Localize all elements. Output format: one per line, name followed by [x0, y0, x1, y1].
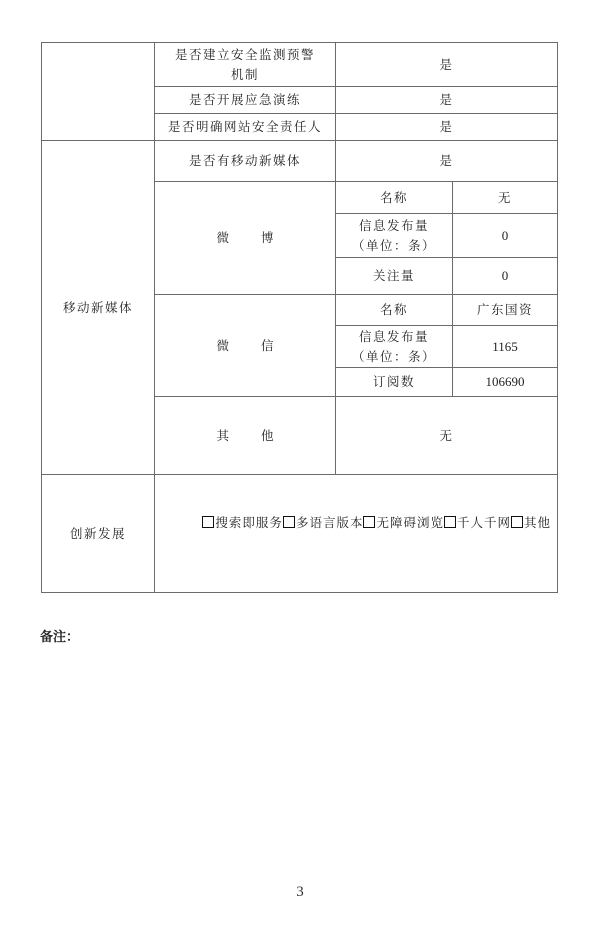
wechat-subscribers-value: 106690: [452, 367, 558, 397]
security-section-label-cell: [41, 42, 155, 141]
mobile-media-section-label: 移动新媒体: [41, 140, 155, 475]
checkbox-icon[interactable]: [283, 516, 295, 528]
wechat-post-count-value: 1165: [452, 325, 558, 368]
has-mobile-media-value: 是: [335, 140, 558, 182]
wechat-name-label: 名称: [335, 294, 453, 326]
checkbox-icon[interactable]: [363, 516, 375, 528]
wechat-label: 微 信: [154, 294, 336, 397]
wechat-post-count-label: [335, 325, 453, 368]
security-owner-value: 是: [335, 113, 558, 141]
weibo-name-label: 名称: [335, 181, 453, 214]
option-label: 无障碍浏览: [376, 515, 444, 530]
checkbox-icon[interactable]: [202, 516, 214, 528]
label-line2: （单位：条）: [351, 348, 436, 364]
innovation-section-label: 创新发展: [41, 474, 155, 593]
note-label: 备注：: [40, 630, 80, 645]
wechat-name-value: 广东国资: [452, 294, 558, 326]
innovation-options: [154, 474, 558, 593]
option-multilingual[interactable]: [283, 513, 364, 533]
emergency-drill-value: 是: [335, 86, 558, 114]
weibo-label: 微 博: [154, 181, 336, 295]
other-media-label: 其 他: [154, 396, 336, 475]
label-line1: 是否建立安全监测预警: [174, 46, 315, 62]
checkbox-icon[interactable]: [511, 516, 523, 528]
option-label: 其他: [523, 515, 551, 530]
emergency-drill-label: 是否开展应急演练: [154, 86, 336, 114]
option-label: 千人千网: [456, 515, 511, 530]
option-search-service[interactable]: [202, 513, 283, 533]
option-label: 多语言版本: [295, 515, 364, 530]
page-number: 3: [296, 884, 304, 900]
other-media-value: 无: [335, 396, 558, 475]
label-line1: 信息发布量: [358, 328, 429, 344]
weibo-name-value: 无: [452, 181, 558, 214]
has-mobile-media-label: 是否有移动新媒体: [154, 140, 336, 182]
weibo-followers-label: 关注量: [335, 257, 453, 295]
weibo-followers-value: 0: [452, 257, 558, 295]
label-line2: 机制: [230, 66, 259, 82]
security-owner-label: 是否明确网站安全责任人: [154, 113, 336, 141]
checkbox-icon[interactable]: [444, 516, 456, 528]
option-label: 搜索即服务: [215, 515, 283, 530]
report-table: [41, 42, 558, 593]
monitoring-warning-value: 是: [335, 42, 558, 87]
option-other[interactable]: [511, 513, 551, 533]
option-personalized[interactable]: [444, 513, 511, 533]
weibo-post-count-label: [335, 213, 453, 258]
weibo-post-count-value: 0: [452, 213, 558, 258]
label-line1: 信息发布量: [358, 217, 429, 233]
wechat-subscribers-label: 订阅数: [335, 367, 453, 397]
monitoring-warning-label: [154, 42, 336, 87]
option-accessibility[interactable]: [363, 513, 444, 533]
label-line2: （单位：条）: [351, 237, 436, 253]
